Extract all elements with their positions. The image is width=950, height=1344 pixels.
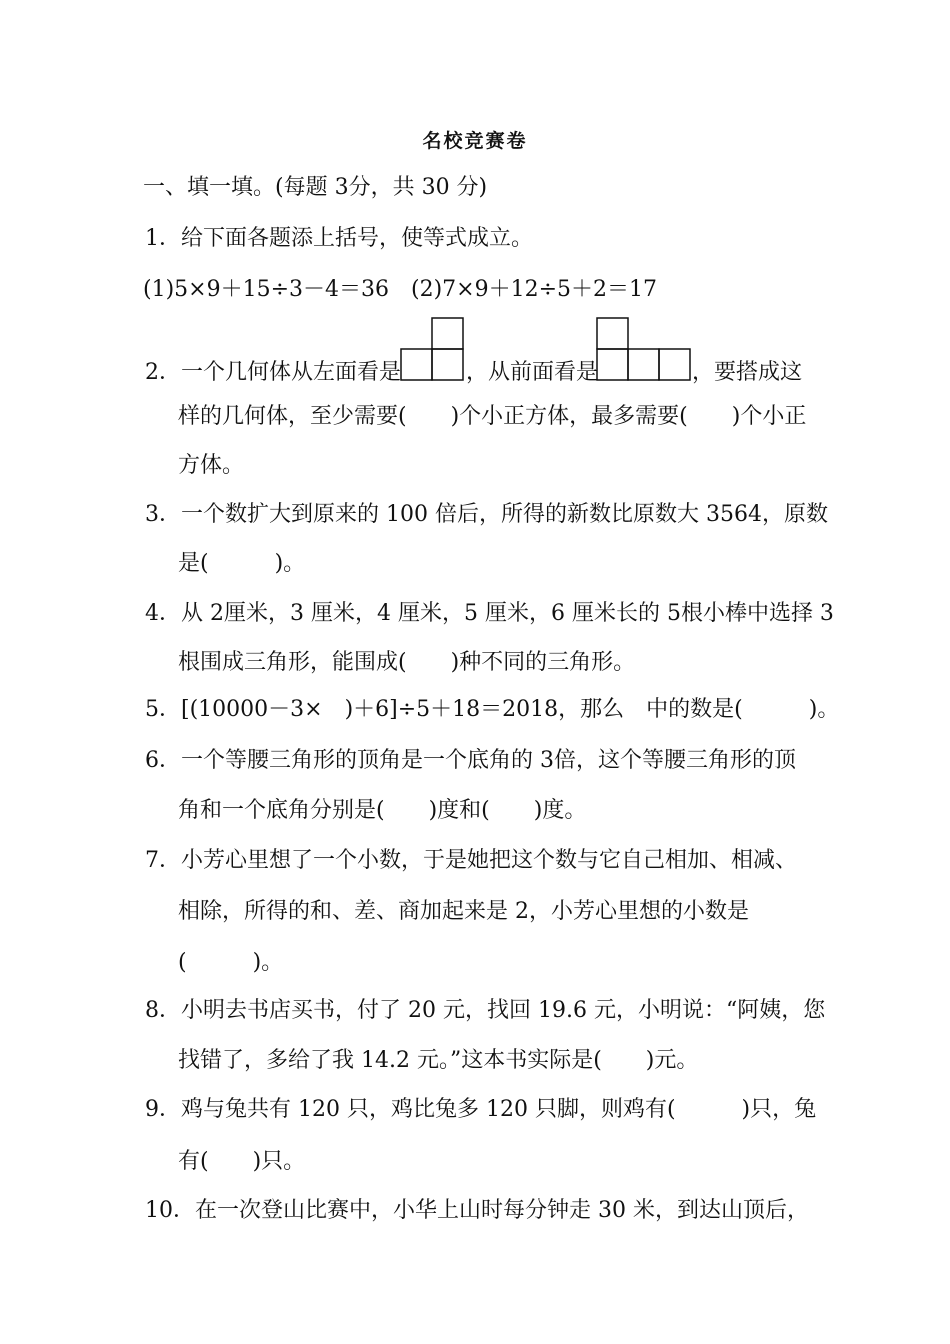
question-4-line-2: 根围成三角形，能围成( )种不同的三角形。 xyxy=(178,650,636,675)
front-view-figure xyxy=(596,317,692,381)
left-view-figure xyxy=(400,317,466,381)
section-heading: 一、填一填。(每题 3分，共 30 分) xyxy=(143,175,488,200)
question-6-line-1: 6．一个等腰三角形的顶角是一个底角的 3倍，这个等腰三角形的顶 xyxy=(145,748,796,773)
question-2-line-3: 方体。 xyxy=(178,453,245,478)
page-title: 名校竞赛卷 xyxy=(422,130,528,152)
question-8-line-1: 8．小明去书店买书，付了 20 元，找回 19.6 元，小明说：“阿姨，您 xyxy=(145,998,826,1023)
question-4-line-1: 4．从 2厘米，3 厘米，4 厘米，5 厘米，6 厘米长的 5根小棒中选择 3 xyxy=(145,601,834,626)
question-8-line-2: 找错了，多给了我 14.2 元。”这本书实际是( )元。 xyxy=(178,1048,699,1073)
question-9-line-1: 9．鸡与兔共有 120 只，鸡比兔多 120 只脚，则鸡有( )只，兔 xyxy=(145,1097,817,1122)
question-7-line-2: 相除，所得的和、差、商加起来是 2，小芳心里想的小数是 xyxy=(178,899,749,924)
question-2-part-a: 2．一个几何体从左面看是 xyxy=(145,360,401,385)
question-9-line-2: 有( )只。 xyxy=(178,1149,306,1174)
question-7-line-1: 7．小芳心里想了一个小数，于是她把这个数与它自己相加、相减、 xyxy=(145,848,797,873)
question-2-part-b: ，从前面看是 xyxy=(466,360,599,385)
question-1-equations: (1)5×9＋15÷3－4＝36 (2)7×9＋12÷5＋2＝17 xyxy=(143,277,658,302)
question-10-line-1: 10．在一次登山比赛中，小华上山时每分钟走 30 米，到达山顶后， xyxy=(145,1198,809,1223)
question-1-text: 1．给下面各题添上括号，使等式成立。 xyxy=(145,226,533,251)
question-6-line-2: 角和一个底角分别是( )度和( )度。 xyxy=(178,798,587,823)
question-2-line-2: 样的几何体，至少需要( )个小正方体，最多需要( )个小正 xyxy=(178,404,807,429)
question-5-line-1: 5．[(10000－3× )＋6]÷5＋18＝2018，那么 中的数是( )。 xyxy=(145,697,840,722)
question-2-part-c: ，要搭成这 xyxy=(692,360,803,385)
question-3-line-2: 是( )。 xyxy=(178,551,306,576)
question-7-line-3: ( )。 xyxy=(178,950,284,975)
question-3-line-1: 3．一个数扩大到原来的 100 倍后，所得的新数比原数大 3564，原数 xyxy=(145,502,828,527)
